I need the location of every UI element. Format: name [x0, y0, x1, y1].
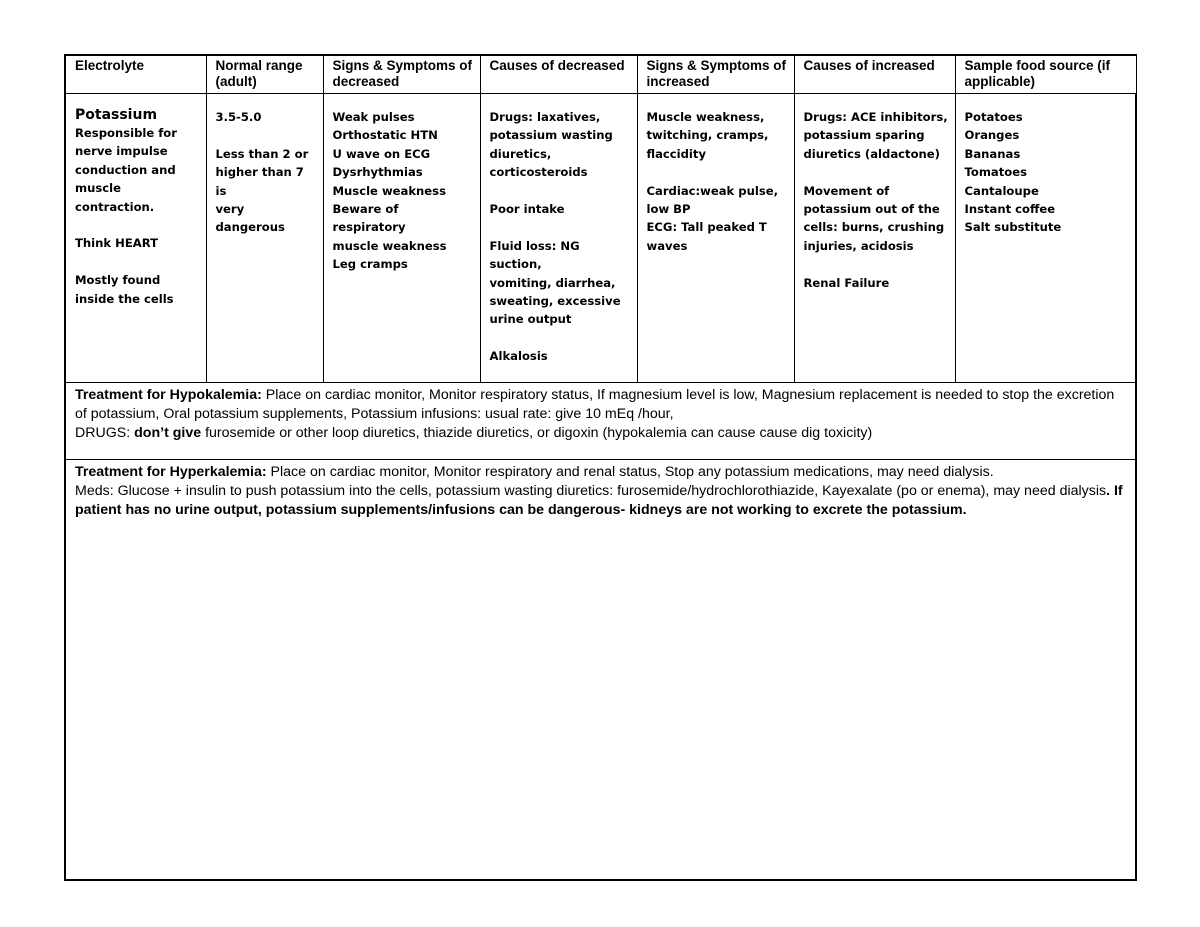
cause-line: corticosteroids — [489, 165, 588, 180]
hypokalemia-row — [65, 383, 1136, 460]
food-item: Oranges — [964, 128, 1020, 143]
cause-line: urine output — [489, 312, 572, 327]
meds-text: Meds: Glucose + insulin to push potassium into the cells, potassium wasting diuretics: furosemide/hydrochlorothiazide, Kayexalate (po or enema), may need dialysis — [75, 483, 1107, 499]
food-item: Tomatoes — [964, 165, 1028, 180]
electrolyte-document — [64, 54, 1135, 881]
header-causes-decreased: Causes of decreased — [480, 55, 637, 94]
food-item: Cantaloupe — [964, 183, 1039, 198]
cause-line: Movement of — [803, 183, 890, 198]
sign-item: U wave on ECG — [332, 146, 431, 161]
food-item: Potatoes — [964, 110, 1023, 124]
cause-line: potassium sparing — [803, 128, 925, 143]
cause-line: Drugs: ACE inhibitors, — [803, 110, 948, 124]
cause-line: Drugs: laxatives, — [489, 110, 601, 124]
header-food-source: Sample food source (if applicable) — [955, 55, 1136, 94]
think-heart-note: Think HEART — [75, 236, 159, 251]
cause-line: potassium out of the — [803, 202, 940, 217]
description-line: Responsible for — [75, 126, 177, 140]
sign-item: muscle weakness — [332, 238, 447, 253]
signs-decreased-cell — [323, 94, 480, 383]
hyperkalemia-text: Place on cardiac monitor, Monitor respiratory and renal status, Stop any potassium medications, may need dialysis. — [266, 464, 994, 480]
sign-item: low BP — [646, 202, 691, 217]
range-warning-line: higher than 7 is — [215, 165, 304, 198]
range-warning-line: very dangerous — [215, 202, 285, 235]
hyperkalemia-row — [65, 460, 1136, 881]
sign-item: Weak pulses — [332, 110, 415, 124]
dont-give-label: don’t give — [134, 425, 202, 441]
food-item: Instant coffee — [964, 202, 1056, 217]
sign-item: Beware of respiratory — [332, 202, 406, 235]
electrolyte-name: Potassium — [75, 107, 158, 123]
cause-line: Renal Failure — [803, 275, 890, 290]
cause-line: diuretics (aldactone) — [803, 146, 940, 161]
food-source-cell — [955, 94, 1136, 383]
cause-line: potassium wasting — [489, 128, 613, 143]
sign-item: Orthostatic HTN — [332, 128, 438, 143]
sign-item: Muscle weakness, — [646, 110, 765, 124]
sign-item: waves — [646, 238, 688, 253]
sign-item: flaccidity — [646, 146, 707, 161]
hypokalemia-treatment — [65, 383, 1136, 460]
normal-range-value: 3.5-5.0 — [215, 110, 262, 124]
description-line: muscle contraction. — [75, 181, 155, 214]
sign-item: Muscle weakness — [332, 183, 446, 198]
sign-item: ECG: Tall peaked T — [646, 220, 767, 235]
electrolyte-table — [64, 54, 1137, 881]
cause-line: vomiting, diarrhea, — [489, 275, 616, 290]
sign-item: Cardiac:weak pulse, — [646, 183, 778, 198]
header-signs-increased: Signs & Symptoms of increased — [637, 55, 794, 94]
cause-line: cells: burns, crushing — [803, 220, 945, 235]
hyperkalemia-treatment — [65, 460, 1136, 881]
header-signs-decreased: Signs & Symptoms of decreased — [323, 55, 480, 94]
electrolyte-cell — [65, 94, 206, 383]
header-causes-increased: Causes of increased — [794, 55, 955, 94]
drugs-prefix: DRUGS: — [75, 425, 135, 441]
header-normal-range: Normal range (adult) — [206, 55, 323, 94]
cause-line: Fluid loss: NG suction, — [489, 238, 580, 272]
header-row — [65, 55, 1136, 94]
description-line: conduction and — [75, 162, 176, 177]
cause-line: injuries, acidosis — [803, 238, 914, 253]
hypokalemia-text: Place on cardiac monitor, Monitor respiratory status, If magnesium level is low, Magnesium replacement is needed to stop the excretion of potassium, Oral potassium supplements, Potassium infusions: usual rate: give 10 mEq /hour, — [75, 387, 1115, 422]
sign-item: Dysrhythmias — [332, 165, 423, 180]
header-electrolyte: Electrolyte — [65, 55, 206, 94]
sign-item: twitching, cramps, — [646, 128, 769, 143]
hyperkalemia-label: Treatment for Hyperkalemia: — [75, 464, 267, 480]
cause-line: Alkalosis — [489, 349, 548, 364]
cause-line: diuretics, — [489, 146, 552, 161]
cause-line: Poor intake — [489, 202, 565, 217]
range-warning-line: Less than 2 or — [215, 146, 309, 161]
drugs-text: furosemide or other loop diuretics, thiazide diuretics, or digoxin (hypokalemia can cause cause dig toxicity) — [201, 425, 873, 441]
urine-output-warning: . If patient has no urine output, potassium supplements/infusions can be dangerous- kidneys are not working to excrete the potassium. — [75, 483, 1123, 518]
signs-increased-cell — [637, 94, 794, 383]
cause-line: sweating, excessive — [489, 294, 621, 309]
normal-range-cell — [206, 94, 323, 383]
description-line: nerve impulse — [75, 144, 168, 159]
location-note-line: Mostly found — [75, 273, 161, 288]
food-item: Bananas — [964, 146, 1021, 161]
potassium-row — [65, 94, 1136, 383]
food-item: Salt substitute — [964, 220, 1062, 235]
sign-item: Leg cramps — [332, 257, 408, 272]
hypokalemia-label: Treatment for Hypokalemia: — [75, 387, 262, 403]
causes-decreased-cell — [480, 94, 637, 383]
causes-increased-cell — [794, 94, 955, 383]
location-note-line: inside the cells — [75, 291, 174, 306]
